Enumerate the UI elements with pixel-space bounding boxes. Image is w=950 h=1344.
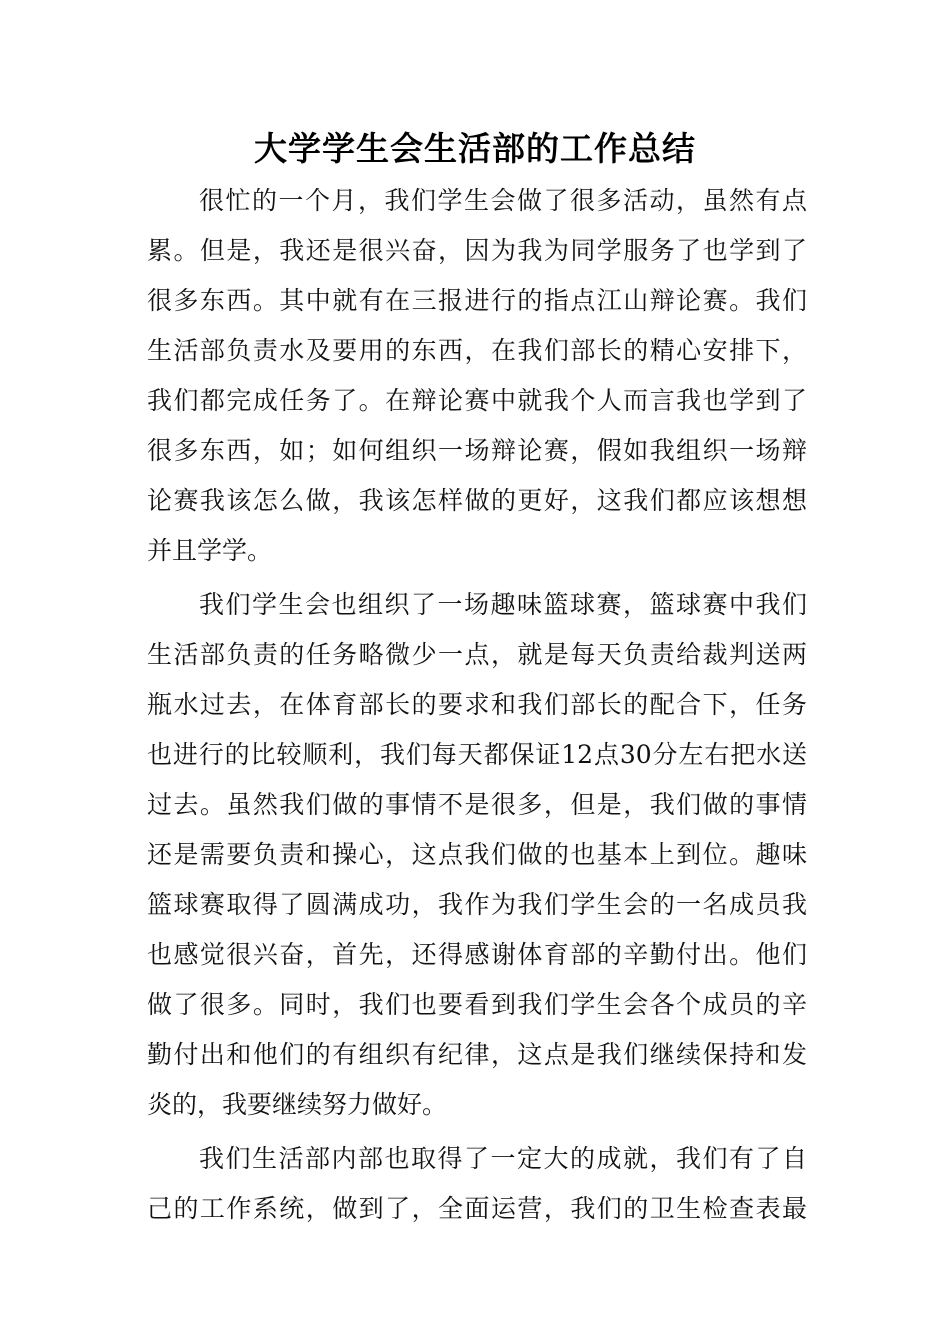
text-line: 很忙的一个月，我们学生会做了很多活动，虽然有点 [199,186,807,215]
text-line: 炎的，我要继续努力做好。 [147,1090,448,1119]
text-line: 篮球赛取得了圆满成功，我作为我们学生会的一名成员我 [147,890,807,919]
document-body [147,176,807,1234]
paragraph-3 [147,1134,807,1234]
text-line: 也进行的比较顺利，我们每天都保证12点30分左右把水送 [147,740,807,769]
text-line: 并且学学。 [147,536,273,565]
text-line: 生活部负责的任务略微少一点，就是每天负责给裁判送两 [147,640,807,669]
text-line: 很多东西。其中就有在三报进行的指点江山辩论赛。我们 [147,286,807,315]
text-line: 生活部负责水及要用的东西，在我们部长的精心安排下， [147,336,807,365]
text-line: 过去。虽然我们做的事情不是很多，但是，我们做的事情 [147,790,807,819]
document-title: 大学学生会生活部的工作总结 [254,129,696,168]
text-line: 论赛我该怎么做，我该怎样做的更好，这我们都应该想想 [147,486,807,515]
text-line: 做了很多。同时，我们也要看到我们学生会各个成员的辛 [147,990,807,1019]
text-line: 还是需要负责和操心，这点我们做的也基本上到位。趣味 [147,840,807,869]
paragraph-2 [147,580,807,1130]
text-line: 我们都完成任务了。在辩论赛中就我个人而言我也学到了 [147,386,807,415]
text-line: 我们生活部内部也取得了一定大的成就，我们有了自 [199,1144,807,1173]
paragraph-1 [147,176,807,576]
text-line: 很多东西，如；如何组织一场辩论赛，假如我组织一场辩 [147,436,807,465]
text-line: 我们学生会也组织了一场趣味篮球赛，篮球赛中我们 [199,590,807,619]
text-line: 瓶水过去，在体育部长的要求和我们部长的配合下，任务 [147,690,807,719]
text-line: 勤付出和他们的有组织有纪律，这点是我们继续保持和发 [147,1040,807,1069]
text-line: 也感觉很兴奋，首先，还得感谢体育部的辛勤付出。他们 [147,940,807,969]
text-line: 己的工作系统，做到了，全面运营，我们的卫生检查表最 [147,1194,807,1223]
text-line: 累。但是，我还是很兴奋，因为我为同学服务了也学到了 [147,236,807,265]
